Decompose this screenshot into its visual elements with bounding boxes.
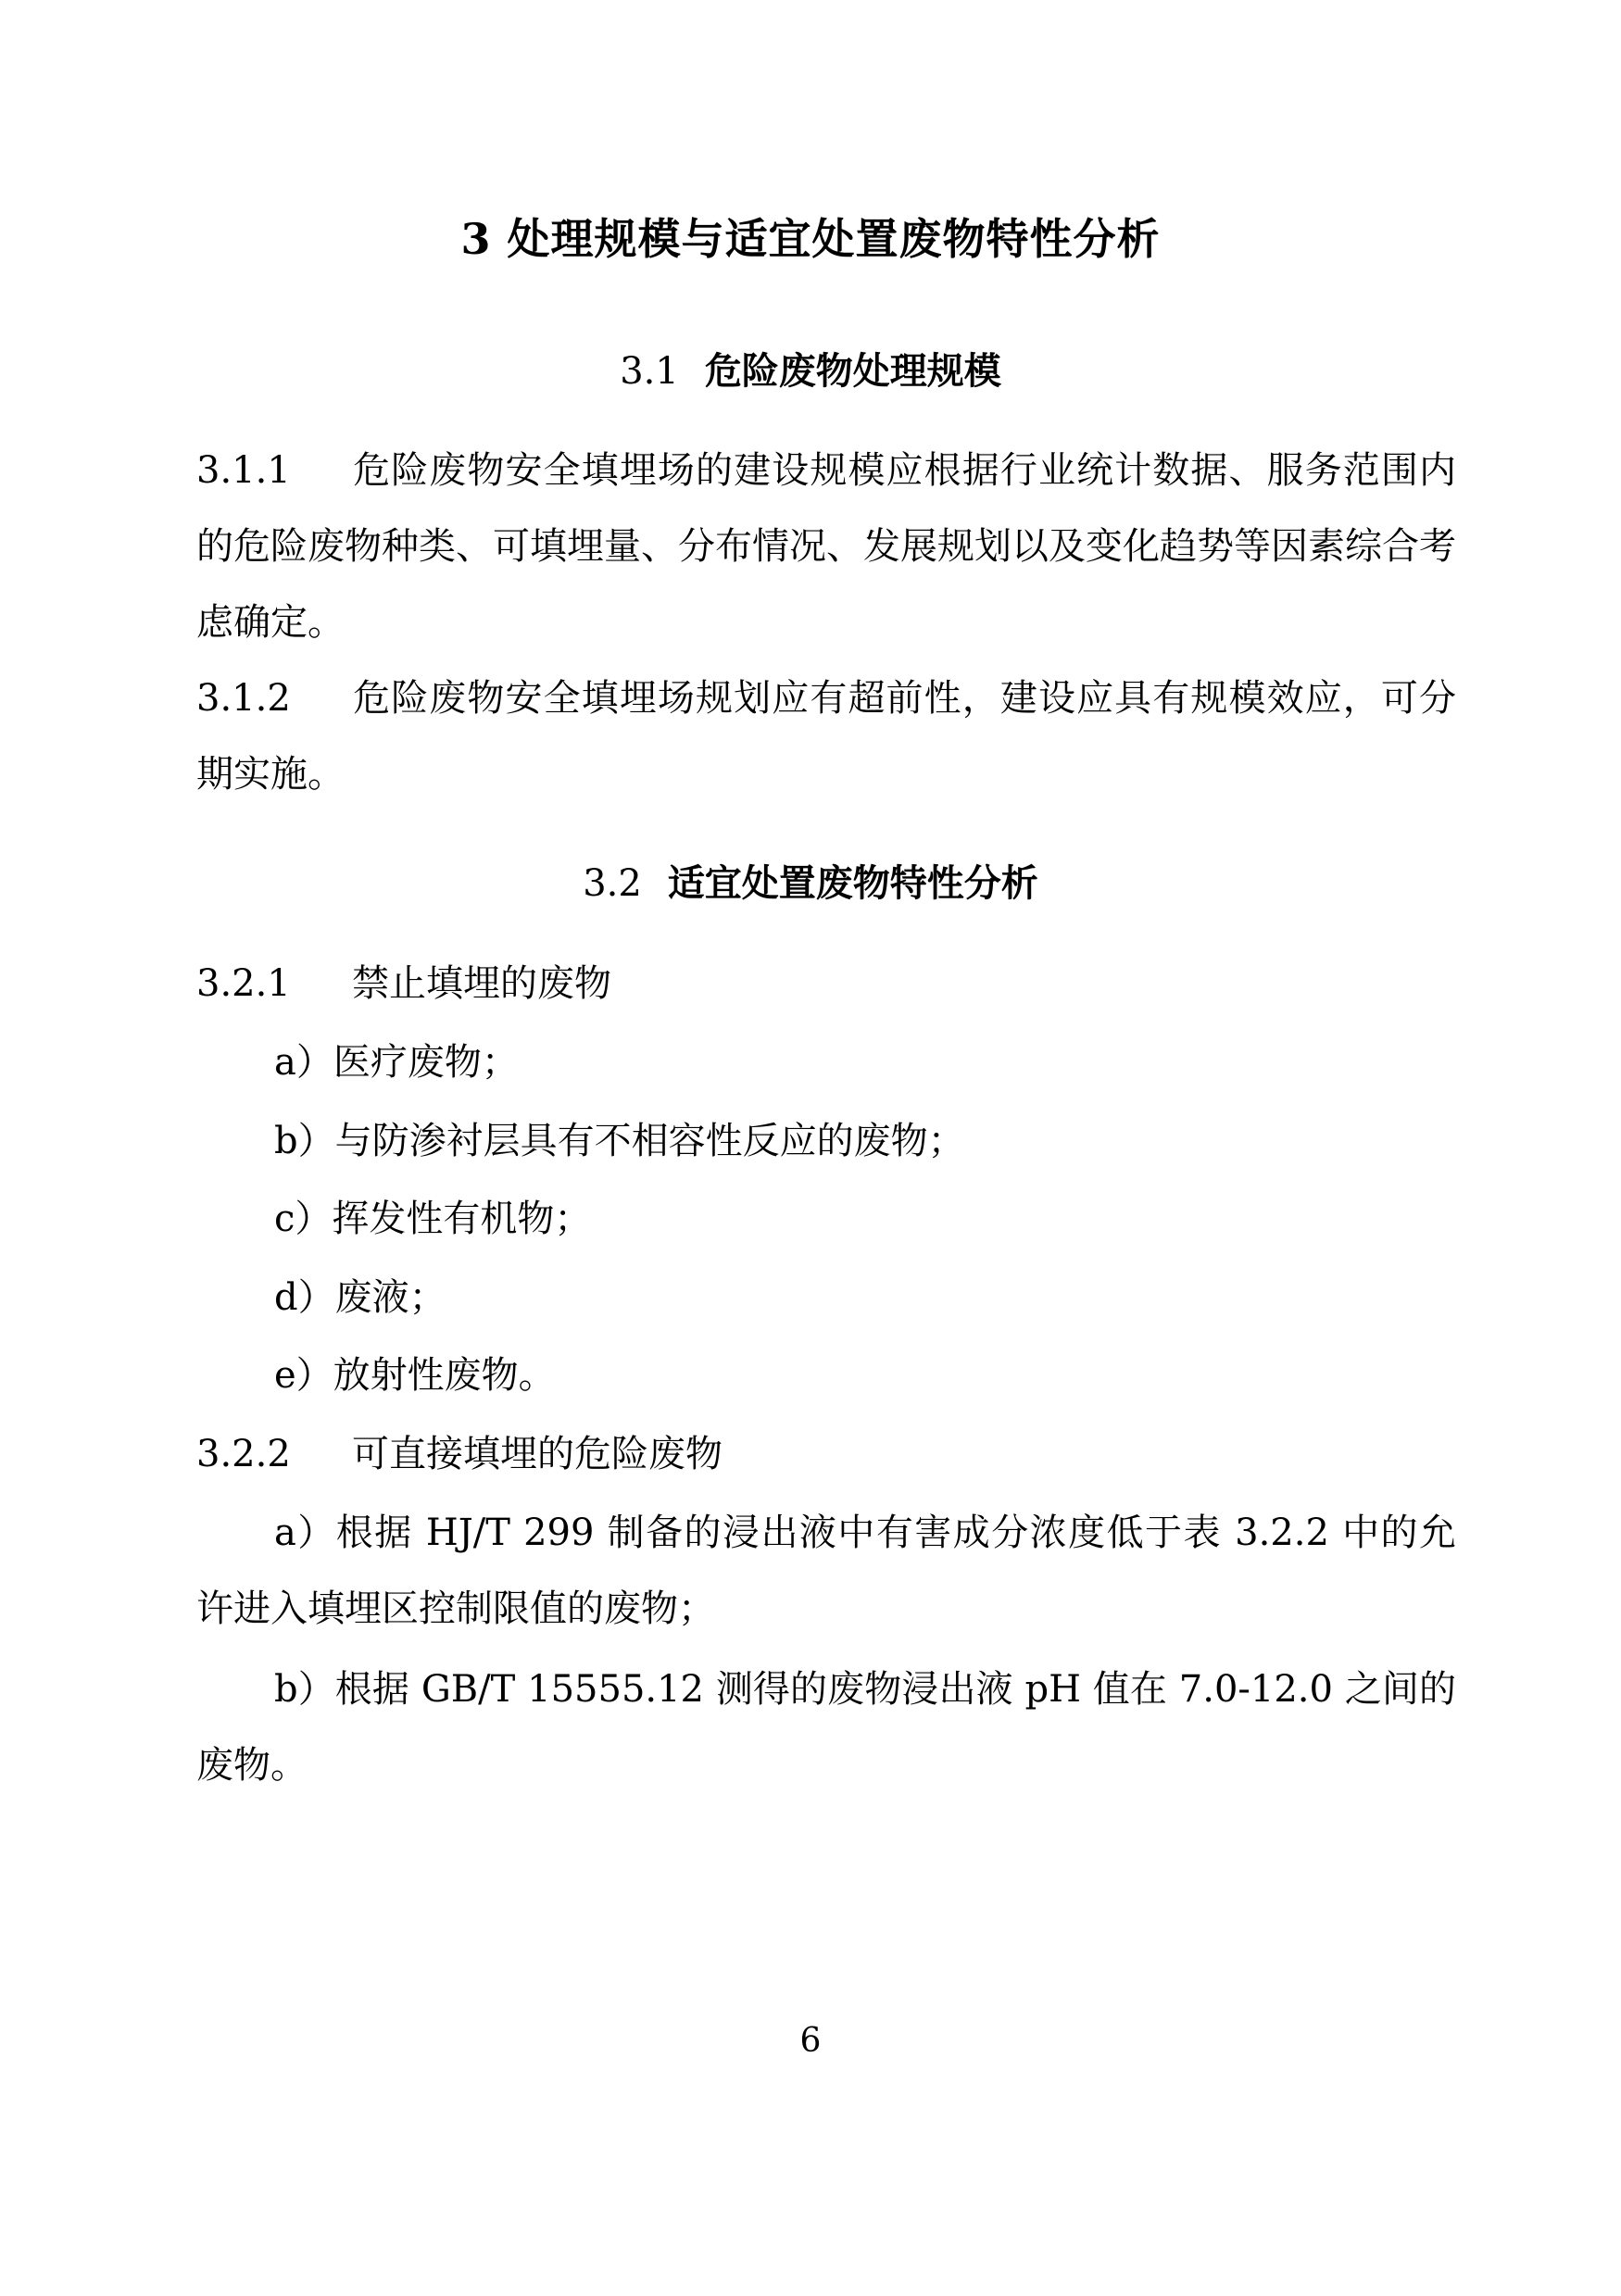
list-item: a）医疗废物； (274, 1041, 519, 1084)
clause-text: 危险废物安全填埋场规划应有超前性，建设应具有规模效应，可分期实施。 (196, 677, 1456, 796)
clause-number: 3.1.2 (196, 677, 291, 720)
clause-number: 3.1.1 (196, 449, 291, 492)
list-item: e）放射性废物。 (274, 1354, 556, 1397)
clause-text: 禁止填埋的废物 (352, 962, 611, 1005)
section-title-text: 危险废物处理规模 (704, 349, 1001, 393)
section-title-text: 适宜处置废物特性分析 (667, 861, 1038, 905)
clause-3-1-2 (196, 660, 1456, 812)
list-item: c）挥发性有机物； (274, 1198, 592, 1240)
list-item: b）与防渗衬层具有不相容性反应的废物； (274, 1120, 965, 1162)
list-item: d）废液； (274, 1276, 446, 1319)
chapter-title (0, 211, 1621, 267)
section-title-3-1 (0, 347, 1621, 395)
chapter-number: 3 (460, 214, 492, 264)
clause-number: 3.2.2 (196, 1433, 291, 1475)
section-title-3-2 (0, 859, 1621, 908)
section-number: 3.1 (620, 350, 679, 393)
paragraph: a）根据 HJ/T 299 制备的浸出液中有害成分浓度低于表 3.2.2 中的允许进入填埋区控制限值的废物； (196, 1512, 1456, 1630)
clause-text: 可直接填埋的危险废物 (352, 1433, 723, 1475)
clause-text: 危险废物安全填埋场的建设规模应根据行业统计数据、服务范围内的危险废物种类、可填埋量、分布情况、发展规划以及变化趋势等因素综合考虑确定。 (196, 449, 1456, 644)
clause-3-2-2 (196, 1416, 1456, 1492)
page-number: 6 (799, 2022, 822, 2060)
clause-number: 3.2.1 (196, 962, 291, 1005)
chapter-title-text: 处理规模与适宜处置废物特性分析 (507, 214, 1161, 264)
paragraph: b）根据 GB/T 15555.12 测得的废物浸出液 pH 值在 7.0-12.0 之间的废物。 (196, 1668, 1456, 1787)
section-number: 3.2 (583, 862, 642, 905)
clause-3-2-1 (196, 946, 1456, 1022)
clause-3-1-1 (196, 433, 1456, 660)
